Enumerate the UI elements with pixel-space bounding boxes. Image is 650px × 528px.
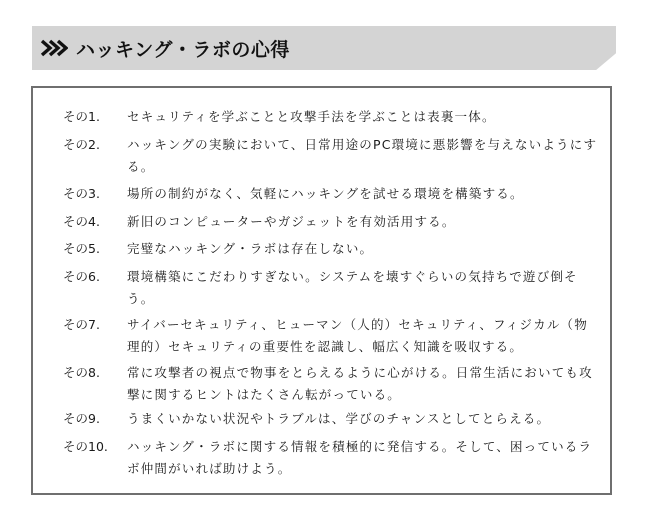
rule-text: 完璧なハッキング・ラボは存在しない。 — [127, 241, 374, 256]
rule-item — [63, 362, 600, 406]
rule-text: セキュリティを学ぶことと攻撃手法を学ぶことは表裏一体。 — [127, 109, 496, 124]
rule-text: ハッキングの実験において、日常用途のPC環境に悪影響を与えないようにする。 — [127, 137, 598, 174]
rule-number: その4. — [63, 214, 100, 229]
rule-text: サイバーセキュリティ、ヒューマン（人的）セキュリティ、フィジカル（物理的）セキュリティの重要性を認識し、幅広く知識を吸収する。 — [127, 317, 588, 354]
rule-number: その7. — [63, 317, 100, 332]
double-chevron-right-icon — [40, 39, 68, 57]
rule-number: その5. — [63, 241, 100, 256]
rule-number: その2. — [63, 137, 100, 152]
rule-item — [63, 238, 600, 260]
rule-number: その3. — [63, 186, 100, 201]
rule-item — [63, 408, 600, 430]
rule-text: 新旧のコンピューターやガジェットを有効活用する。 — [127, 214, 456, 229]
rule-text: 常に攻撃者の視点で物事をとらえるように心がける。日常生活においても攻撃に関するヒントはたくさん転がっている。 — [127, 365, 593, 402]
rule-item — [63, 266, 600, 310]
rule-item — [63, 211, 600, 233]
rule-item — [63, 134, 600, 178]
rule-number: その6. — [63, 269, 100, 284]
rule-item — [63, 314, 600, 358]
rules-box — [31, 86, 612, 495]
rule-item — [63, 106, 600, 128]
rule-text: ハッキング・ラボに関する情報を積極的に発信する。そして、困っているラボ仲間がいれば助けよう。 — [127, 439, 593, 476]
header — [40, 26, 290, 70]
rule-item — [63, 436, 600, 480]
rule-item — [63, 183, 600, 205]
rule-text: 環境構築にこだわりすぎない。システムを壊すぐらいの気持ちで遊び倒そう。 — [127, 269, 578, 306]
rule-text: うまくいかない状況やトラブルは、学びのチャンスとしてとらえる。 — [127, 411, 551, 426]
rule-number: その10. — [63, 439, 108, 454]
page-title: ハッキング・ラボの心得 — [76, 38, 290, 61]
rule-number: その9. — [63, 411, 100, 426]
rule-text: 場所の制約がなく、気軽にハッキングを試せる環境を構築する。 — [127, 186, 524, 201]
rule-number: その8. — [63, 365, 100, 380]
rule-number: その1. — [63, 109, 100, 124]
